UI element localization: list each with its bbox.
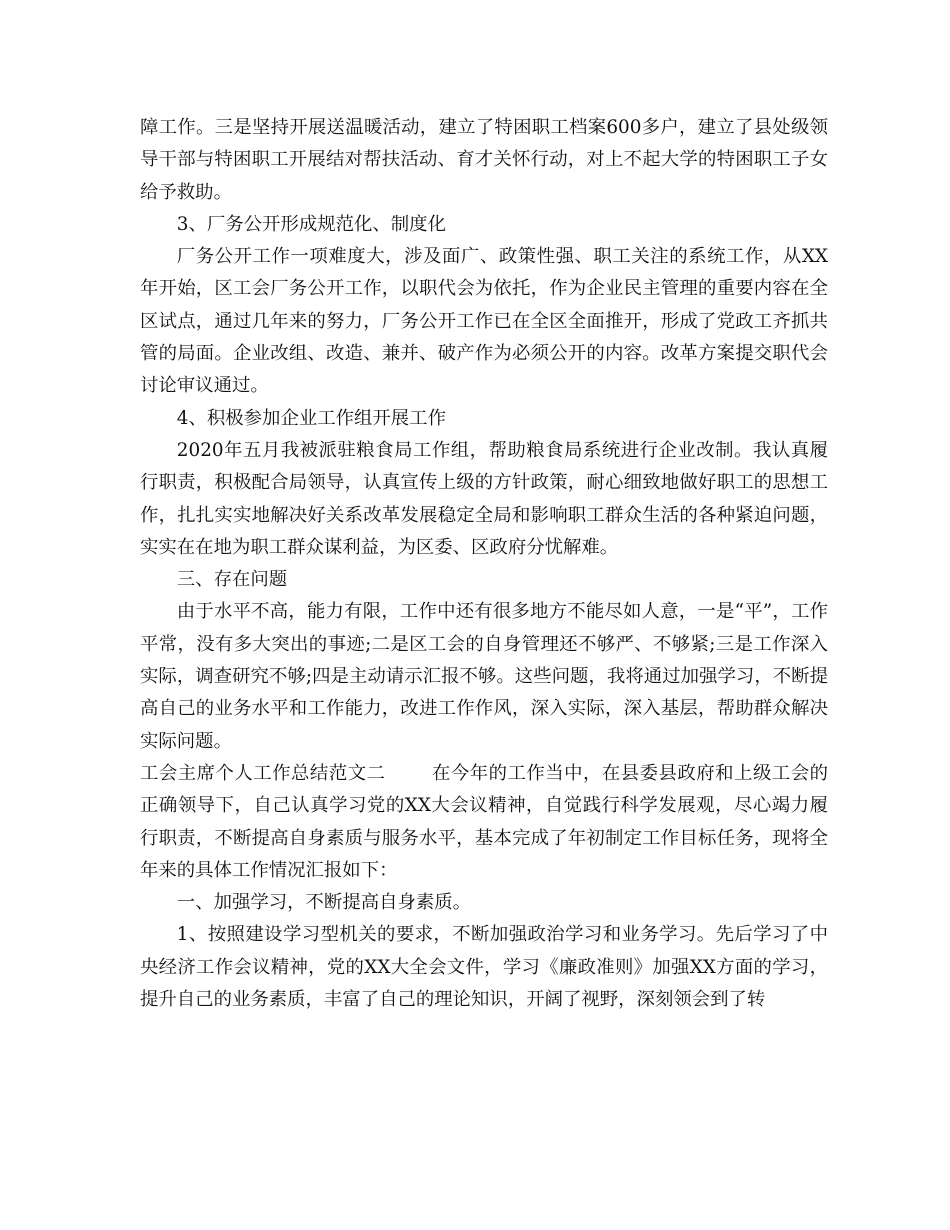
paragraph: 2020年五月我被派驻粮食局工作组，帮助粮食局系统进行企业改制。我认真履行职责，积极配合局领导，认真宣传上级的方针政策，耐心细致地做好职工的思想工作，扎扎实实地解决好关系改革发展稳定全局和影响职工群众生活的各种紧迫问题，实实在在地为职工群众谋利益，为区委、区政府分忧解难。	[140, 439, 828, 558]
paragraph: 障工作。三是坚持开展送温暖活动，建立了特困职工档案600多户，建立了县处级领导干部与特困职工开展结对帮扶活动、育才关怀行动，对上不起大学的特困职工子女给予救助。	[140, 117, 828, 203]
paragraph: 1、按照建设学习型机关的要求，不断加强政治学习和业务学习。先后学习了中央经济工作会议精神，党的XX大全会文件，学习《廉政准则》加强XX方面的学习，提升自己的业务素质，丰富了自己的理论知识，开阔了视野，深刻领会到了转	[140, 924, 828, 1011]
paragraph: 由于水平不高，能力有限，工作中还有很多地方不能尽如人意，一是“平”，工作平常，没有多大突出的事迹;二是区工会的自身管理还不够严、不够紧;三是工作深入实际，调查研究不够;四是主动请示汇报不够。这些问题，我将通过加强学习，不断提高自己的业务水平和工作能力，改进工作作风，深入实际，深入基层，帮助群众解决实际问题。	[140, 601, 828, 752]
subheading-4: 4、积极参加企业工作组开展工作	[176, 407, 446, 429]
section-title: 工会主席个人工作总结范文二	[140, 762, 386, 784]
subheading-3: 3、厂务公开形成规范化、制度化	[176, 213, 446, 235]
paragraph: 厂务公开工作一项难度大，涉及面广、政策性强、职工关注的系统工作，从XX年开始，区工会厂务公开工作，以职代会为依托，作为企业民主管理的重要内容在全区试点，通过几年来的努力，厂务公开工作已在全区全面推开，形成了党政工齐抓共管的局面。企业改组、改造、兼并、破产作为必须公开的内容。改革方案提交职代会讨论审议通过。	[140, 246, 828, 397]
section-title-paragraph	[140, 758, 828, 887]
document-body	[140, 112, 828, 1016]
section-heading-problems: 三、存在问题	[176, 569, 288, 591]
section-heading-study: 一、加强学习，不断提高自身素质。	[176, 892, 472, 914]
section-lead: 在今年的工作当中，在县委县政府和上级工会的正确领导下，自己认真学习党的XX大会议精神，自觉践行科学发展观，尽心竭力履行职责，不断提高自身素质与服务水平，基本完成了年初制定工作目标任务，现将全年来的具体工作情况汇报如下：	[140, 762, 828, 881]
